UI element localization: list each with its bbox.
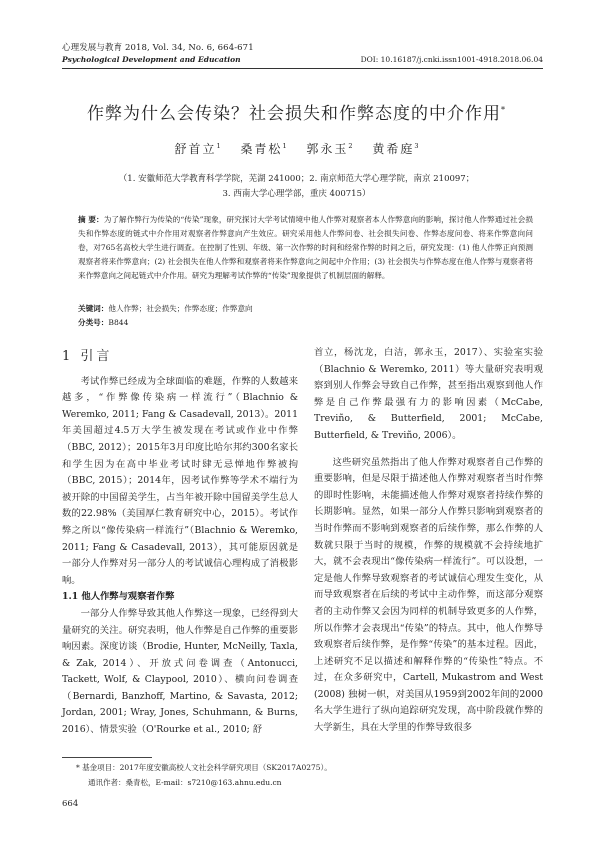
classification-text: B844: [108, 318, 129, 327]
author: [306, 142, 352, 156]
paragraph: 一部分人作弊导致其他人作弊这一现象，已经得到大量研究的关注。研究表明，他人作弊是自己作弊的重要影响因素。深度访谈（Brodie, Hunter, McNeilly, Taxla, & Zak, 2014）、开放式问卷调查（Antonucci, Tackett, Wolf, & Claypool, 2010）、横向问卷调查（Bernardi, Banzhoff, Martino, & Savasta, 2012; Jordan, 2001; Wray, Jones, Schuhmann, & Burns, 2016）、情景实验（O'Rourke et al., 2010; 舒: [62, 607, 298, 736]
journal-header-cn: 心理发展与教育 2018, Vol. 34, No. 6, 664-671: [62, 43, 254, 53]
abstract-text: 为了解作弊行为传染的“传染”现象，研究探讨大学考试情境中他人作弊对观察者本人作弊意向的影响，探讨他人作弊通过社会损失和作弊态度的链式中介作用对观察者作弊意向产生效应。研究采用他人作弊问卷、社会损失问卷、作弊态度问卷、将来作弊意向问卷，对765名高校大学生进行调查。在控制了性别、年级、第一次作弊的时间和经常作弊的时间之后，研究发现：(1) 他人作弊正向预测观察者将来作弊意向；(2) 社会损失在他人作弊和观察者将来作弊意向之间起中介作用；(3) 社会损失与作弊态度在他人作弊与观察者将来作弊意向之间起链式中介作用。研究为理解考试作弊的“传染”现象提供了机制层面的解释。: [78, 215, 533, 280]
title-mark: *: [501, 105, 506, 115]
paper-title: [0, 99, 593, 124]
author-name: 桑青松: [240, 142, 283, 156]
paragraph: 考试作弊已经成为全球面临的难题，作弊的人数越来越多，“作弊像传染病一样流行”（Blachnio & Weremko, 2011; Fang & Casadevall, 2013）。2011年美国超过4.5万大学生被发现在考试或作业中作弊（BBC, 2012）；2015年3月印度比哈尔邦约300名家长和学生因为在高中毕业考试时肆无忌惮地作弊被拘（BBC, 2015）；2014年，因考试作弊等学术不端行为被开除的中国留美学生，占当年被开除中国留美学生总人数的22.98%（美国厚仁教育研究中心，2015）。考试作弊之所以“像传染病一样流行”（Blachnio & Weremko, 2011; Fang & Casadevall, 2013），其可能原因就是一部分人作弊对另一部分人的考试诚信心理构成了消极影响。: [62, 375, 298, 586]
author: [372, 142, 418, 156]
affiliation-line-1: （1. 安徽师范大学教育科学学院，芜湖 241000；2. 南京师范大学心理学院，南京 210097；: [118, 174, 475, 184]
abstract-label: 摘 要：: [78, 215, 104, 224]
subsection-heading: 1.1 他人作弊与观察者作弊: [62, 591, 175, 603]
author: [174, 142, 220, 156]
keywords-text: 他人作弊；社会损失；作弊态度；作弊意向: [108, 304, 253, 313]
page-number: 664: [62, 799, 79, 809]
affiliation-line-2: 3. 西南大学心理学部，重庆 400715）: [222, 189, 371, 199]
author-list: [0, 140, 593, 157]
author-name: 郭永玉: [306, 142, 349, 156]
right-column: [314, 345, 543, 737]
title-text: 作弊为什么会传染？社会损失和作弊态度的中介作用: [87, 104, 501, 124]
paragraph: 这些研究虽然指出了他人作弊对观察者自己作弊的重要影响，但是尽限于描述他人作弊对观察者当时作弊的即时性影响，未能描述他人作弊对观察者持续作弊的长期影响。显然，如果一部分人作弊只影响到观察者的当时作弊而不影响到观察者的后续作弊，那么作弊的人数就只限于当时的规模，作弊的规模就不会持续地扩大，就不会表现出“像传染病一样流行”。可以设想，一定是他人作弊导致观察者的考试诚信心理发生变化，从而导致观察者在后续的考试中主动作弊，而这部分观察者的主动作弊又会因为同样的机制导致更多的人作弊，所以作弊才会表现出“传染”的特点。其中，他人作弊导致观察者后续作弊，是作弊“传染”的基本过程。因此，上述研究不足以描述和解释作弊的“传染性”特点。不过，在众多研究中，Cartell, Mukastrom and West (2008) 独树一帜，对美国从1959到2002年间的2000名大学生进行了纵向追踪研究发现，高中阶段就作弊的大学新生，具在大学里的作弊导致很多: [314, 456, 543, 734]
classification-label: 分类号：: [78, 318, 109, 327]
journal-header-en: Psychological Development and Education: [62, 55, 241, 64]
section-heading: 1 引言: [62, 349, 113, 364]
author-sup: 1: [282, 142, 287, 150]
classification: [78, 317, 128, 328]
author: [240, 142, 286, 156]
abstract: [78, 213, 533, 283]
doi: DOI: 10.16187/j.cnki.issn1001-4918.2018.06.04: [360, 55, 543, 64]
left-column: [62, 349, 298, 739]
author-name: 黄希庭: [372, 142, 415, 156]
footnote-fund: * 基金项目：2017年度安徽高校人文社会科学研究项目（SK2017A0275）。: [76, 763, 332, 772]
paragraph: 首立，杨沈龙，白洁，郭永玉，2017）、实验室实验（Blachnio & Weremko, 2011）等大量研究表明观察到别人作弊会导致自己作弊，甚至指出观察到他人作弊是自己作弊最强有力的影响因素（McCabe, Treviño, & Butterfield, 2001; McCabe, Butterfield, & Treviño, 2006）。: [314, 347, 543, 441]
author-sup: 3: [414, 142, 419, 150]
keywords-label: 关键词：: [78, 304, 109, 313]
author-name: 舒首立: [174, 142, 217, 156]
keywords: [78, 303, 253, 314]
footnote-rule: [62, 757, 152, 758]
footnote-contact: 通讯作者：桑青松，E-mail：s7210@163.ahnu.edu.cn: [88, 778, 282, 787]
author-sup: 2: [348, 142, 353, 150]
header-rule: [62, 68, 543, 69]
author-sup: 1: [216, 142, 221, 150]
